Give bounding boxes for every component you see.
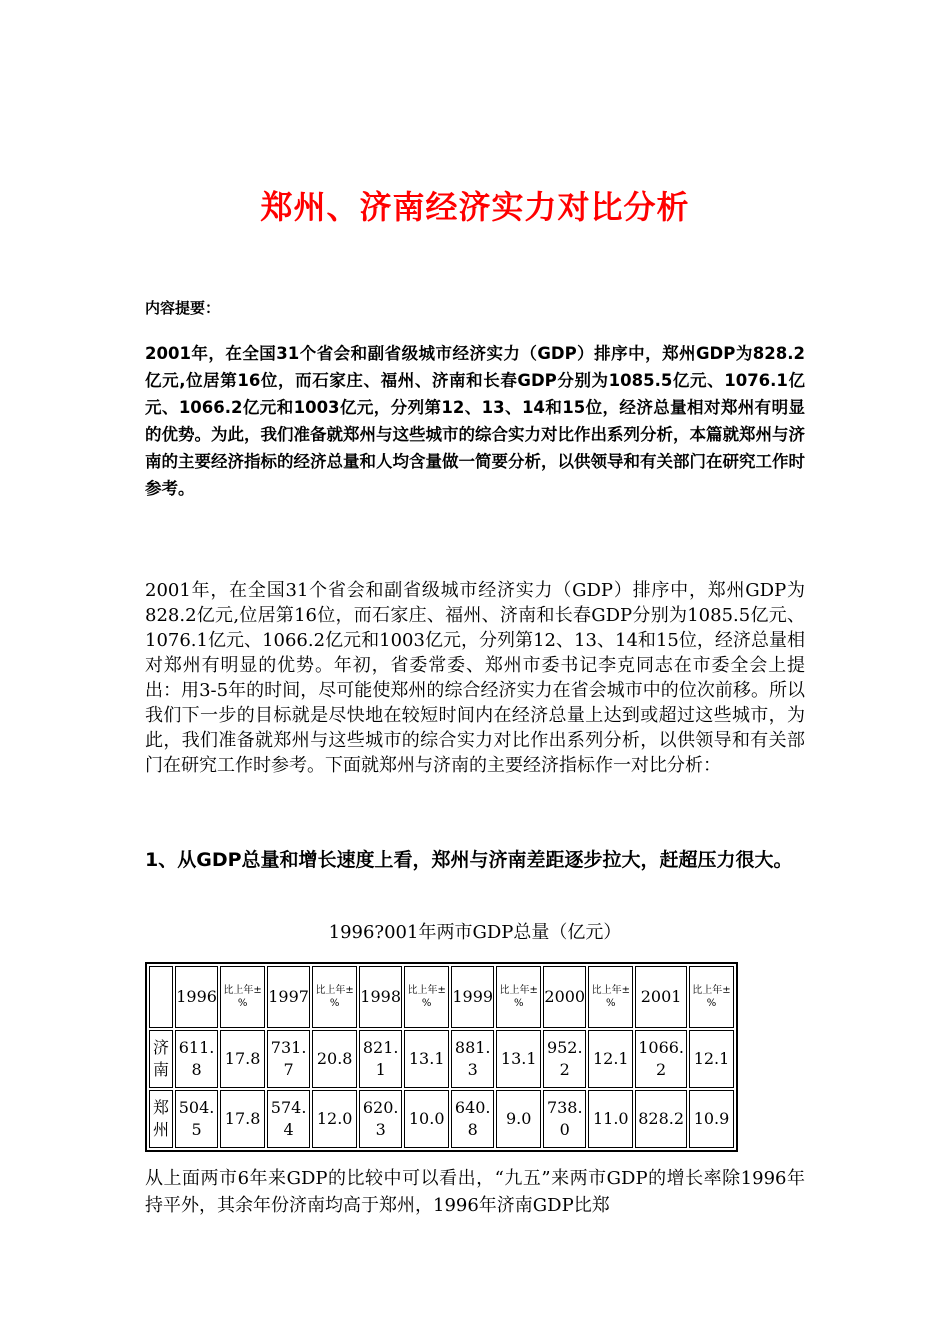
table-header-cell: 比上年±% <box>220 966 265 1028</box>
table-cell: 640.8 <box>451 1090 494 1148</box>
document-title: 郑州、济南经济实力对比分析 <box>260 188 690 226</box>
table-header-cell: 1997 <box>267 966 310 1028</box>
table-cell: 17.8 <box>220 1090 265 1148</box>
gdp-table <box>145 962 738 1152</box>
table-caption: 1996?001年两市GDP总量（亿元） <box>328 922 622 943</box>
table-header-cell: 1996 <box>175 966 218 1028</box>
table-header-cell: 比上年±% <box>496 966 541 1028</box>
table-cell: 12.0 <box>312 1090 357 1148</box>
table-cell: 10.9 <box>689 1090 734 1148</box>
table-header-cell: 比上年±% <box>312 966 357 1028</box>
table-header-cell: 2000 <box>543 966 586 1028</box>
table-cell: 881.3 <box>451 1030 494 1088</box>
table-cell: 574.4 <box>267 1090 310 1148</box>
abstract-text: 2001年，在全国31个省会和副省级城市经济实力（GDP）排序中，郑州GDP为828.2亿元,位居第16位，而石家庄、福州、济南和长春GDP分别为1085.5亿元、1076.1亿元、1066.2亿元和1003亿元，分列第12、13、14和15位，经济总量相对郑州有明显的优势。为此，我们准备就郑州与这些城市的综合实力对比作出系列分析，本篇就郑州与济南的主要经济指标的经济总量和人均含量做一简要分析，以供领导和有关部门在研究工作时参考。 <box>145 344 805 498</box>
table-cell: 611.8 <box>175 1030 218 1088</box>
table-cell: 952.2 <box>543 1030 586 1088</box>
table-row-label: 郑州 <box>149 1090 173 1148</box>
table-header-cell: 比上年±% <box>404 966 449 1028</box>
table-cell: 13.1 <box>496 1030 541 1088</box>
table-header-cell: 1998 <box>359 966 402 1028</box>
table-header-cell: 1999 <box>451 966 494 1028</box>
table-header-cell: 比上年±% <box>588 966 633 1028</box>
table-header-cell: 2001 <box>635 966 687 1028</box>
tail-paragraph: 从上面两市6年来GDP的比较中可以看出，“九五”来两市GDP的增长率除1996年持平外，其余年份济南均高于郑州，1996年济南GDP比郑 <box>145 1168 805 1216</box>
table-row-label: 济南 <box>149 1030 173 1088</box>
table-cell: 504.5 <box>175 1090 218 1148</box>
section-heading: 1、从GDP总量和增长速度上看，郑州与济南差距逐步拉大，赶超压力很大。 <box>145 849 793 871</box>
table-cell: 828.2 <box>635 1090 687 1148</box>
table-row <box>149 1030 734 1088</box>
table-cell: 13.1 <box>404 1030 449 1088</box>
abstract-label: 内容提要： <box>145 299 221 317</box>
body-paragraph: 2001年，在全国31个省会和副省级城市经济实力（GDP）排序中，郑州GDP为828.2亿元,位居第16位，而石家庄、福州、济南和长春GDP分别为1085.5亿元、1076.1亿元、1066.2亿元和1003亿元，分列第12、13、14和15位，经济总量相对郑州有明显的优势。年初，省委常委、郑州市委书记李克同志在市委全会上提出：用3-5年的时间，尽可能使郑州的综合经济实力在省会城市中的位次前移。所以我们下一步的目标就是尽快地在较短时间内在经济总量上达到或超过这些城市，为此，我们准备就郑州与这些城市的综合实力对比作出系列分析，以供领导和有关部门在研究工作时参考。下面就郑州与济南的主要经济指标作一对比分析： <box>145 580 805 776</box>
table-row <box>149 1090 734 1148</box>
table-cell: 12.1 <box>689 1030 734 1088</box>
table-cell: 11.0 <box>588 1090 633 1148</box>
table-cell: 20.8 <box>312 1030 357 1088</box>
table-header-row <box>149 966 734 1028</box>
table-cell: 10.0 <box>404 1090 449 1148</box>
table-cell: 17.8 <box>220 1030 265 1088</box>
table-cell: 9.0 <box>496 1090 541 1148</box>
table-cell: 1066.2 <box>635 1030 687 1088</box>
table-cell: 738.0 <box>543 1090 586 1148</box>
table-header-cell: 比上年±% <box>689 966 734 1028</box>
table-cell: 821.1 <box>359 1030 402 1088</box>
table-cell: 731.7 <box>267 1030 310 1088</box>
table-cell: 620.3 <box>359 1090 402 1148</box>
table-header-cell <box>149 966 173 1028</box>
table-cell: 12.1 <box>588 1030 633 1088</box>
